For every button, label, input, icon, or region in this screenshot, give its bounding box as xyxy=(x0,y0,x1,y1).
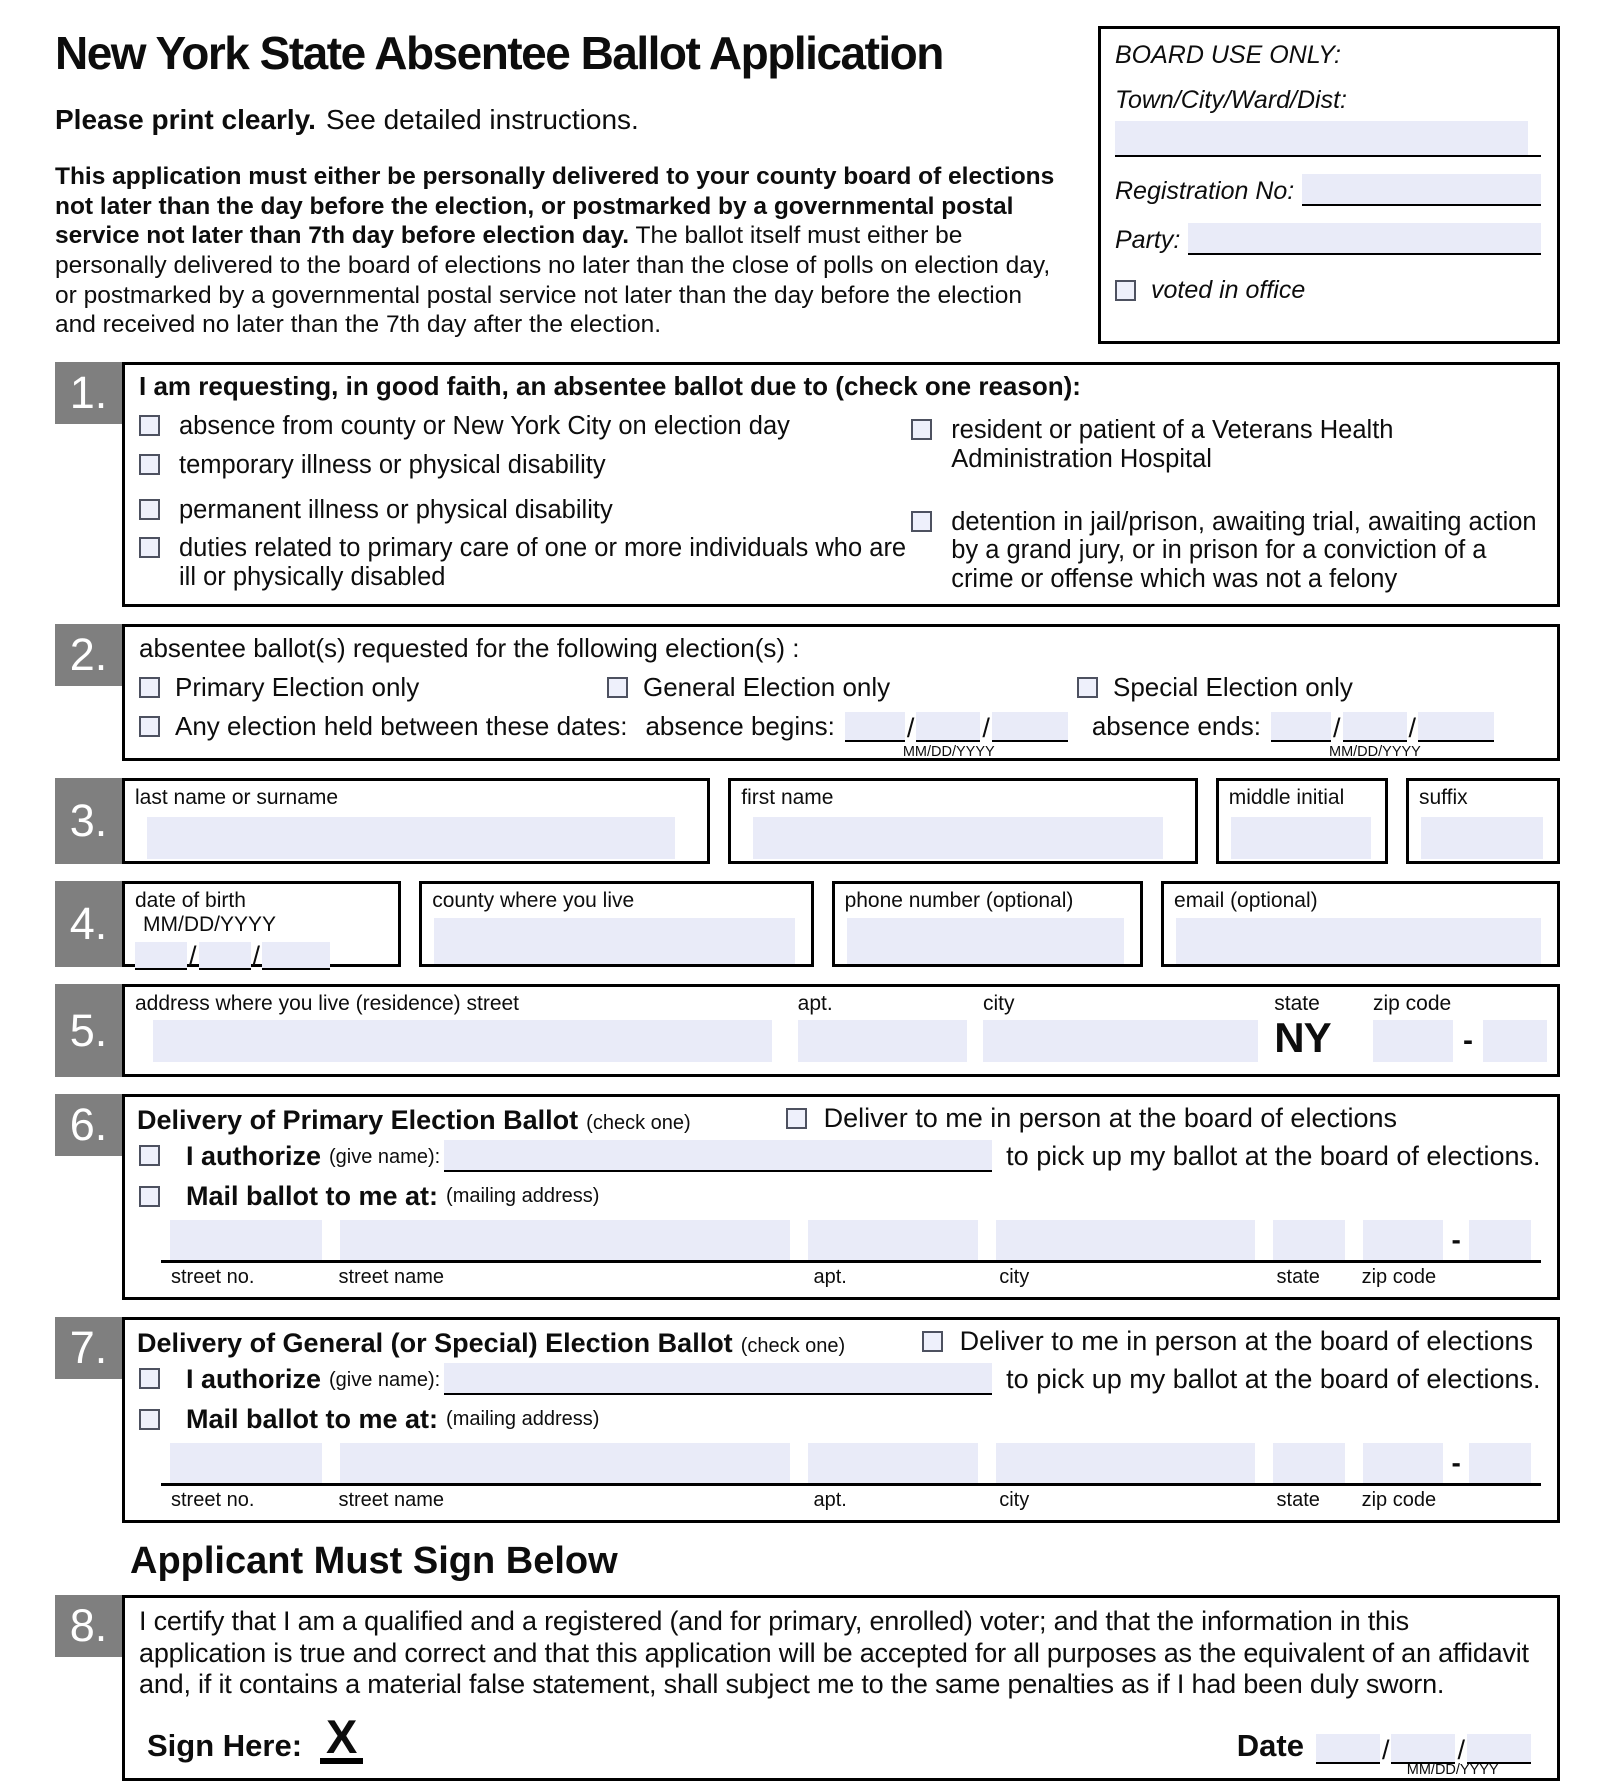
general-apt-cell xyxy=(799,1443,987,1486)
general-street-name-cell xyxy=(331,1443,799,1486)
section-1-left-column xyxy=(139,402,911,594)
reason-temporary-illness-checkbox[interactable] xyxy=(139,454,160,475)
section-7 xyxy=(55,1317,1560,1523)
zip-dash: - xyxy=(1451,1224,1461,1256)
date-label: Date xyxy=(1236,1727,1304,1763)
absence-ends-label: absence ends: xyxy=(1091,711,1261,742)
reason-absence-label: absence from county or New York City on election day xyxy=(179,412,790,440)
section-6 xyxy=(55,1094,1560,1300)
primary-mailing-address-inputs xyxy=(161,1220,1541,1263)
town-city-ward-dist-label: Town/City/Ward/Dist: xyxy=(1115,86,1348,114)
header xyxy=(55,26,1560,362)
primary-authorize-name-line xyxy=(444,1140,992,1172)
absence-begins-day-input[interactable] xyxy=(916,712,980,742)
reason-veterans-hospital-checkbox[interactable] xyxy=(911,419,932,440)
sign-date-day-input[interactable] xyxy=(1391,1734,1455,1764)
section-4-number: 4. xyxy=(55,881,122,967)
reason-temporary-illness-label: temporary illness or physical disability xyxy=(179,450,606,479)
section-2-heading: absentee ballot(s) requested for the following election(s) : xyxy=(139,633,800,664)
middle-initial-box xyxy=(1216,778,1388,864)
section-1-heading: I am requesting, in good faith, an absentee ballot due to (check one reason): xyxy=(139,371,1081,401)
email-label: email (optional) xyxy=(1174,889,1318,913)
special-election-checkbox[interactable] xyxy=(1077,677,1098,698)
primary-apt-input[interactable] xyxy=(808,1220,978,1260)
primary-mailing-address-labels xyxy=(161,1266,1541,1289)
intro-regular-text: The ballot itself must either be personally delivered to the board of elections no later than the close of polls on election day, or postmarked by a governmental postal service not later than the day before the election and received no later than the 7th day after the election. xyxy=(55,222,1051,339)
section-3 xyxy=(55,778,1560,864)
general-deliver-in-person-checkbox[interactable] xyxy=(922,1331,943,1352)
county-box xyxy=(419,881,813,967)
primary-deliver-in-person-checkbox[interactable] xyxy=(786,1108,807,1129)
general-street-no-cell xyxy=(161,1443,331,1486)
registration-row xyxy=(1115,174,1541,206)
last-name-box xyxy=(122,778,710,864)
date-slash: / xyxy=(1408,713,1417,744)
board-use-only-box xyxy=(1098,26,1560,344)
primary-delivery-heading-row xyxy=(137,1103,1545,1136)
first-name-input[interactable] xyxy=(753,817,1162,859)
signature-date-group xyxy=(1236,1727,1531,1778)
signature-row xyxy=(139,1709,1543,1778)
sign-date-year-input[interactable] xyxy=(1467,1734,1531,1764)
general-election-label: General Election only xyxy=(643,672,891,703)
primary-election-label: Primary Election only xyxy=(175,672,420,703)
date-slash: / xyxy=(189,941,197,972)
suffix-input[interactable] xyxy=(1421,817,1543,859)
general-city-cell xyxy=(987,1443,1264,1486)
county-label: county where you live xyxy=(432,889,635,913)
general-mail-checkbox[interactable] xyxy=(139,1409,160,1430)
dob-year-input[interactable] xyxy=(262,942,330,970)
primary-mail-checkbox[interactable] xyxy=(139,1186,160,1207)
general-give-name-note: (give name): xyxy=(329,1369,441,1392)
reason-caregiver-row xyxy=(139,534,911,592)
residence-state-column xyxy=(1274,992,1357,1062)
section-4-fields xyxy=(122,881,1560,972)
primary-street-name-cell xyxy=(331,1220,799,1263)
section-5-number: 5. xyxy=(55,984,122,1077)
party-line xyxy=(1188,223,1541,255)
party-input[interactable] xyxy=(1188,223,1541,253)
primary-street-name-input[interactable] xyxy=(340,1220,790,1260)
primary-apt-cell xyxy=(799,1220,987,1263)
residence-zip-inputs xyxy=(1373,1020,1547,1062)
date-slash: / xyxy=(1457,1734,1465,1765)
reason-permanent-illness-checkbox[interactable] xyxy=(139,499,160,520)
reason-caregiver-checkbox[interactable] xyxy=(139,537,160,558)
dob-month-input[interactable] xyxy=(135,942,187,970)
middle-initial-input[interactable] xyxy=(1231,817,1371,859)
primary-state-cell xyxy=(1264,1220,1355,1263)
section-3-number: 3. xyxy=(55,778,122,864)
section-1 xyxy=(55,362,1560,607)
primary-zip5-input[interactable] xyxy=(1363,1220,1443,1260)
voted-in-office-row xyxy=(1115,276,1541,305)
dob-day-input[interactable] xyxy=(199,942,251,970)
residence-city-column xyxy=(983,992,1258,1062)
page-title: New York State Absentee Ballot Application xyxy=(55,27,943,79)
general-state-cell xyxy=(1264,1443,1355,1486)
primary-deliver-in-person-label: Deliver to me in person at the board of elections xyxy=(823,1103,1397,1134)
section-3-fields xyxy=(122,778,1560,864)
first-name-label: first name xyxy=(741,786,834,810)
general-street-no-input[interactable] xyxy=(170,1443,322,1483)
primary-city-input[interactable] xyxy=(996,1220,1255,1260)
street-no-label: street no. xyxy=(171,1266,255,1289)
street-name-label: street name xyxy=(338,1266,445,1289)
street-name-label: street name xyxy=(338,1489,445,1512)
reason-veterans-hospital-row xyxy=(911,416,1543,474)
reason-veterans-hospital-label: resident or patient of a Veterans Health Administration Hospital xyxy=(951,416,1394,473)
section-4 xyxy=(55,881,1560,972)
section-2-box xyxy=(122,624,1560,761)
absence-ends-year-input[interactable] xyxy=(1418,712,1494,742)
general-zip-cell xyxy=(1354,1443,1541,1486)
general-authorize-name-line xyxy=(444,1363,992,1395)
phone-box xyxy=(832,881,1143,967)
registration-no-line xyxy=(1302,174,1541,206)
date-of-birth-inputs xyxy=(135,942,388,970)
reason-absence-row xyxy=(139,412,911,441)
voted-in-office-checkbox[interactable] xyxy=(1115,280,1136,301)
date-slash: / xyxy=(982,713,990,744)
residence-city-label: city xyxy=(983,992,1015,1016)
sign-date-month-input[interactable] xyxy=(1316,1734,1380,1764)
general-authorize-label: I authorize xyxy=(186,1364,322,1395)
intro-bold-text: This application must either be personally delivered to your county board of elections not later than the day before the election, or postmarked by a governmental postal service not later than 7th day before election day. xyxy=(55,163,1055,250)
reason-detention-checkbox[interactable] xyxy=(911,511,932,532)
general-street-name-input[interactable] xyxy=(340,1443,790,1483)
primary-mailing-address-note: (mailing address) xyxy=(446,1185,600,1208)
general-mailing-address-labels xyxy=(161,1489,1541,1512)
primary-zip-cell xyxy=(1354,1220,1541,1263)
primary-check-one-note: (check one) xyxy=(586,1112,691,1135)
zip-dash: - xyxy=(1462,1024,1473,1058)
reason-caregiver-label: duties related to primary care of one or more individuals who are ill or physically disabled xyxy=(179,534,907,592)
general-election-checkbox[interactable] xyxy=(607,677,628,698)
reason-permanent-illness-row xyxy=(139,496,911,525)
date-slash: / xyxy=(1381,1734,1390,1765)
section-6-box xyxy=(122,1094,1560,1300)
primary-election-row xyxy=(139,672,607,703)
general-election-row xyxy=(607,672,1077,703)
first-name-box xyxy=(728,778,1197,864)
absence-ends-date-group xyxy=(1271,712,1494,761)
middle-initial-label: middle initial xyxy=(1228,786,1345,810)
reason-absence-checkbox[interactable] xyxy=(139,415,160,436)
primary-delivery-heading: Delivery of Primary Election Ballot xyxy=(137,1105,579,1136)
primary-pickup-suffix: to pick up my ballot at the board of elections. xyxy=(1006,1141,1541,1172)
sign-here-label: Sign Here: xyxy=(147,1727,303,1763)
primary-state-input[interactable] xyxy=(1273,1220,1346,1260)
sign-date-format: MM/DD/YYYY xyxy=(1406,1761,1499,1778)
intro-paragraph xyxy=(55,162,1060,340)
date-of-birth-label: date of birth xyxy=(135,889,246,913)
section-5-box xyxy=(122,984,1560,1077)
date-of-birth-box xyxy=(122,881,401,972)
last-name-input[interactable] xyxy=(147,817,675,859)
town-city-ward-dist-line xyxy=(1115,121,1541,157)
residence-state-label: state xyxy=(1274,992,1320,1016)
special-election-row xyxy=(1077,672,1353,703)
reason-detention-label: detention in jail/prison, awaiting trial, awaiting action by a grand jury, or in prison for a conviction of a crime or offense which was not a felony xyxy=(951,507,1537,594)
suffix-box xyxy=(1406,778,1560,864)
section-1-box xyxy=(122,362,1560,607)
residence-zip-column xyxy=(1373,992,1547,1062)
primary-give-name-note: (give name): xyxy=(329,1146,441,1169)
general-city-input[interactable] xyxy=(996,1443,1255,1483)
section-1-number: 1. xyxy=(55,362,122,424)
zip-code-label: zip code xyxy=(1361,1266,1437,1289)
residence-zip5-input[interactable] xyxy=(1373,1020,1453,1062)
any-election-row xyxy=(139,711,1543,761)
residence-street-label: address where you live (residence) street xyxy=(135,992,520,1016)
general-check-one-note: (check one) xyxy=(740,1335,846,1358)
absence-ends-month-input[interactable] xyxy=(1271,712,1331,742)
residence-zip-label: zip code xyxy=(1372,992,1452,1016)
email-input[interactable] xyxy=(1176,918,1541,964)
residence-street-input[interactable] xyxy=(153,1020,772,1062)
general-deliver-in-person-row xyxy=(922,1326,1533,1357)
date-slash: / xyxy=(252,941,261,972)
date-slash: / xyxy=(1332,713,1341,744)
general-delivery-heading: Delivery of General (or Special) Election Ballot xyxy=(137,1328,733,1359)
general-zip5-input[interactable] xyxy=(1363,1443,1443,1483)
board-use-only-title: BOARD USE ONLY: xyxy=(1115,41,1342,69)
absence-begins-year-input[interactable] xyxy=(992,712,1068,742)
state-label: state xyxy=(1276,1489,1320,1512)
general-zip4-input[interactable] xyxy=(1469,1443,1531,1483)
primary-authorize-name-input[interactable] xyxy=(444,1140,992,1170)
county-input[interactable] xyxy=(434,918,794,964)
general-apt-input[interactable] xyxy=(808,1443,978,1483)
suffix-label: suffix xyxy=(1418,786,1468,810)
general-state-input[interactable] xyxy=(1273,1443,1346,1483)
any-election-checkbox[interactable] xyxy=(139,716,160,737)
section-2-number: 2. xyxy=(55,624,122,686)
registration-no-label: Registration No: xyxy=(1115,177,1295,205)
residence-address-row xyxy=(135,992,1547,1066)
town-city-ward-dist-input[interactable] xyxy=(1115,121,1528,155)
general-mailing-address-note: (mailing address) xyxy=(446,1408,600,1431)
voted-in-office-label: voted in office xyxy=(1151,276,1306,304)
residence-state-value: NY xyxy=(1274,1014,1331,1062)
absence-begins-date-group xyxy=(845,712,1068,761)
general-authorize-checkbox[interactable] xyxy=(139,1368,160,1389)
residence-apt-column xyxy=(798,992,967,1062)
zip-dash: - xyxy=(1451,1447,1461,1479)
general-mailing-address-inputs xyxy=(161,1443,1541,1486)
residence-apt-label: apt. xyxy=(797,992,833,1016)
reason-permanent-illness-label: permanent illness or physical disability xyxy=(179,495,613,524)
sign-below-heading: Applicant Must Sign Below xyxy=(130,1540,618,1583)
absence-begins-month-input[interactable] xyxy=(845,712,905,742)
section-7-box xyxy=(122,1317,1560,1523)
general-deliver-in-person-label: Deliver to me in person at the board of elections xyxy=(959,1326,1533,1357)
general-mail-label: Mail ballot to me at: xyxy=(186,1404,439,1435)
general-mail-row xyxy=(137,1404,1545,1435)
residence-street-column xyxy=(135,992,782,1062)
reason-temporary-illness-row xyxy=(139,451,911,480)
special-election-label: Special Election only xyxy=(1113,672,1353,703)
absence-ends-day-input[interactable] xyxy=(1343,712,1407,742)
print-clearly-note: Please print clearly. xyxy=(55,104,316,135)
signature-line[interactable] xyxy=(320,1709,363,1764)
primary-authorize-label: I authorize xyxy=(186,1141,322,1172)
absence-begins-label: absence begins: xyxy=(645,711,835,742)
party-row xyxy=(1115,223,1541,255)
email-box xyxy=(1161,881,1560,967)
section-1-right-column xyxy=(911,402,1543,594)
residence-apt-input[interactable] xyxy=(798,1020,967,1062)
registration-no-input[interactable] xyxy=(1302,174,1541,204)
section-8-number: 8. xyxy=(55,1595,122,1657)
election-type-options xyxy=(139,672,1543,703)
primary-authorize-row xyxy=(137,1140,1545,1172)
primary-authorize-checkbox[interactable] xyxy=(139,1145,160,1166)
section-8-box xyxy=(122,1595,1560,1781)
phone-input[interactable] xyxy=(847,918,1124,964)
absence-begins-date-format: MM/DD/YYYY xyxy=(902,744,995,761)
primary-city-cell xyxy=(987,1220,1264,1263)
last-name-label: last name or surname xyxy=(135,786,339,810)
section-7-number: 7. xyxy=(55,1317,122,1379)
primary-deliver-in-person-row xyxy=(786,1103,1397,1134)
city-label: city xyxy=(999,1489,1030,1512)
section-2 xyxy=(55,624,1560,761)
state-label: state xyxy=(1276,1266,1320,1289)
section-6-number: 6. xyxy=(55,1094,122,1156)
see-instructions-note: See detailed instructions. xyxy=(325,104,639,135)
residence-zip4-input[interactable] xyxy=(1483,1020,1547,1062)
sign-x-mark: X xyxy=(326,1709,358,1763)
apt-label: apt. xyxy=(813,1266,847,1289)
reason-detention-row xyxy=(911,508,1543,594)
certification-text: I certify that I am a qualified and a registered (and for primary, enrolled) voter; and that the information in this application is true and correct and that this application will be accepted for all purposes as the equivalent of an affidavit and, if it contains a material false statement, shall subject me to the same penalties as if I had been duly sworn. xyxy=(139,1606,1529,1700)
general-authorize-row xyxy=(137,1363,1545,1395)
general-authorize-name-input[interactable] xyxy=(444,1363,992,1393)
any-election-label: Any election held between these dates: xyxy=(175,711,628,742)
primary-street-no-cell xyxy=(161,1220,331,1263)
apt-label: apt. xyxy=(813,1489,847,1512)
residence-city-input[interactable] xyxy=(983,1020,1258,1062)
party-label: Party: xyxy=(1115,226,1181,254)
general-pickup-suffix: to pick up my ballot at the board of elections. xyxy=(1006,1364,1541,1395)
zip-code-label: zip code xyxy=(1361,1489,1437,1512)
city-label: city xyxy=(999,1266,1030,1289)
section-5 xyxy=(55,984,1560,1077)
primary-mail-row xyxy=(137,1181,1545,1212)
date-slash: / xyxy=(906,713,915,744)
phone-label: phone number (optional) xyxy=(844,889,1074,913)
date-of-birth-format: MM/DD/YYYY xyxy=(143,913,277,937)
absence-ends-date-format: MM/DD/YYYY xyxy=(1328,744,1421,761)
primary-zip4-input[interactable] xyxy=(1469,1220,1531,1260)
street-no-label: street no. xyxy=(171,1489,255,1512)
section-1-columns xyxy=(139,402,1543,594)
primary-mail-label: Mail ballot to me at: xyxy=(186,1181,439,1212)
primary-election-checkbox[interactable] xyxy=(139,677,160,698)
primary-street-no-input[interactable] xyxy=(170,1220,322,1260)
section-8 xyxy=(55,1595,1560,1781)
general-delivery-heading-row xyxy=(137,1326,1545,1359)
